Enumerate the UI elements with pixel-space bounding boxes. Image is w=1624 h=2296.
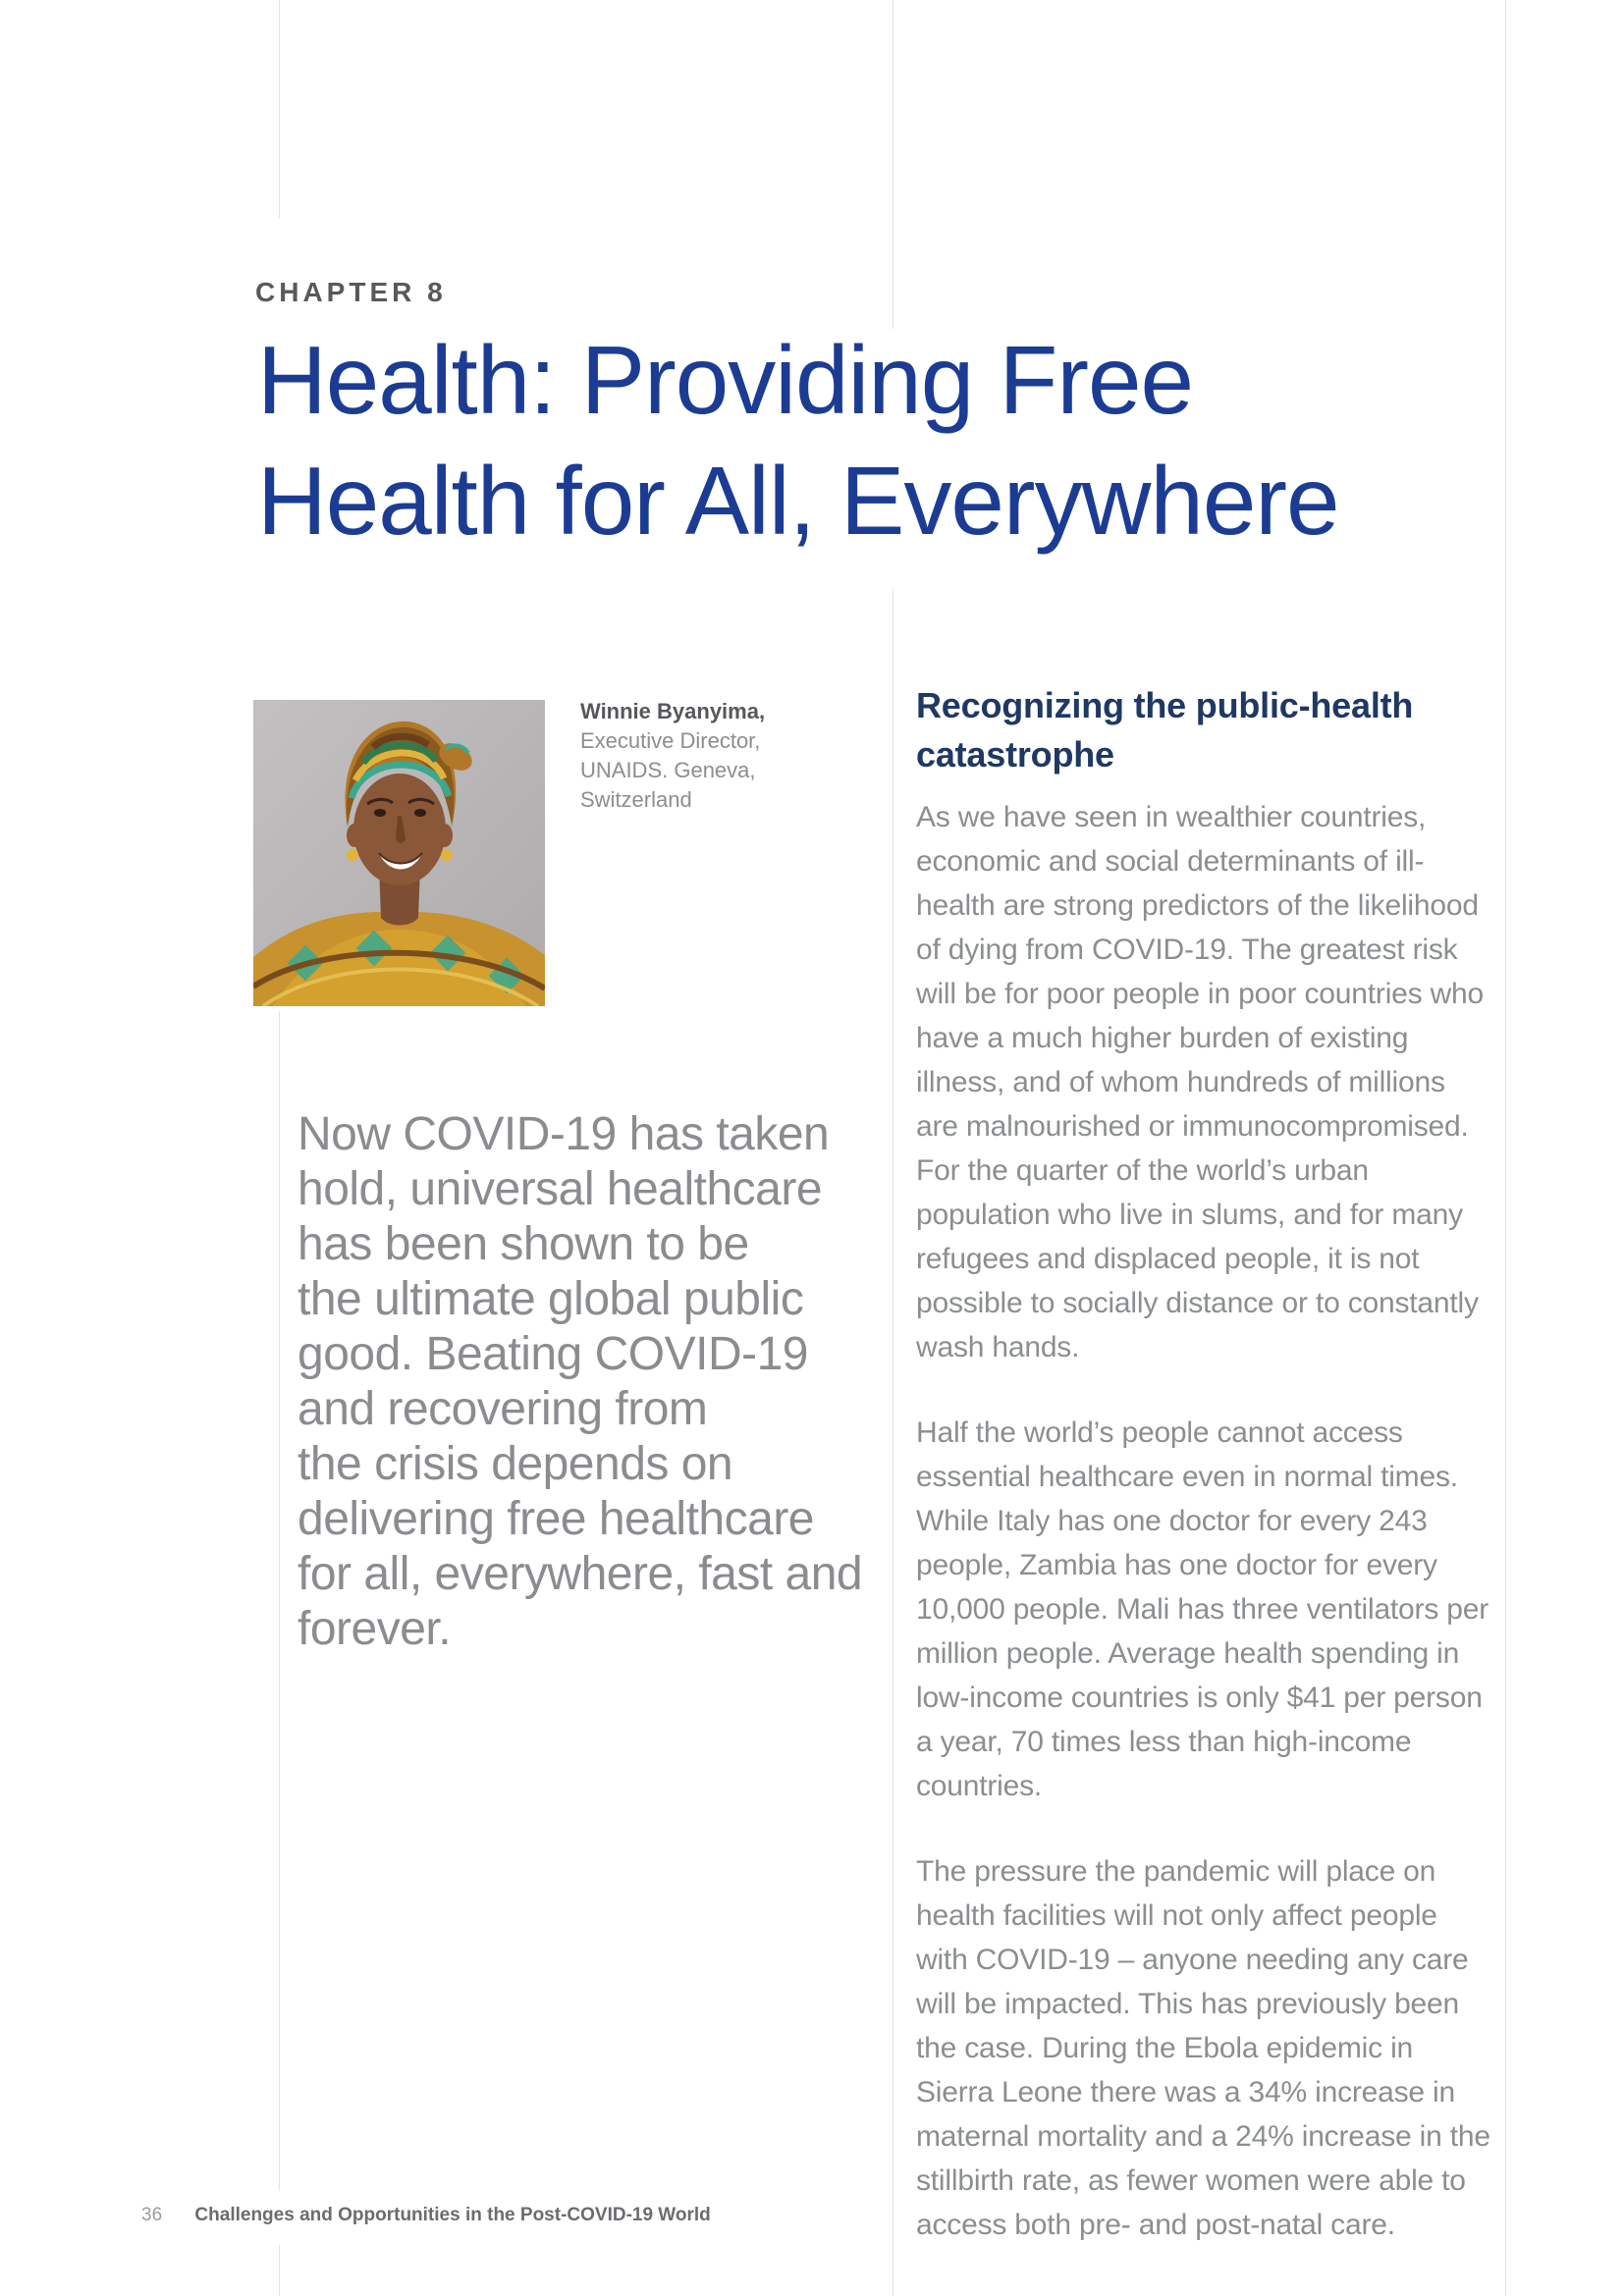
pull-quote-line: has been shown to be bbox=[298, 1218, 749, 1270]
page-footer bbox=[141, 2204, 711, 2227]
article-paragraph: The pressure the pandemic will place on health facilities will not only affect people with COVID-19 – anyone needing any care will be impacted. This has previously been the case. During the Ebola epidemic in Sierra Leone there was a 34% increase in maternal mortality and a 24% increase in the stillbirth rate, as fewer women were able to access both pre- and post-natal care. bbox=[916, 1855, 1490, 2241]
section-heading bbox=[916, 681, 1490, 779]
pull-quote-line: hold, universal healthcare bbox=[298, 1163, 823, 1215]
pull-quote-line: Now COVID-19 has taken bbox=[298, 1108, 830, 1160]
page-title-line1: Health: Providing Free bbox=[257, 326, 1194, 434]
page-title-line2: Health for All, Everywhere bbox=[257, 447, 1339, 555]
grid-line-left-top bbox=[279, 0, 280, 219]
pull-quote-line: delivering free healthcare bbox=[298, 1493, 814, 1545]
section-heading-line1: Recognizing the public-health bbox=[916, 685, 1414, 725]
footer-book-title: Challenges and Opportunities in the Post-COVID-19 World bbox=[194, 2205, 711, 2225]
author-photo bbox=[253, 700, 545, 1006]
pull-quote-line: and recovering from bbox=[298, 1383, 708, 1435]
pull-quote-line: forever. bbox=[298, 1603, 452, 1655]
pull-quote bbox=[298, 1107, 887, 1657]
author-role-line: Executive Director, bbox=[580, 728, 761, 753]
section-heading-line2: catastrophe bbox=[916, 734, 1114, 774]
author-name: Winnie Byanyima, bbox=[580, 699, 766, 723]
pull-quote-line: the ultimate global public bbox=[298, 1273, 804, 1325]
pull-quote-line: for all, everywhere, fast and bbox=[298, 1548, 863, 1600]
pull-quote-line: the crisis depends on bbox=[298, 1438, 733, 1490]
page-number: 36 bbox=[141, 2205, 163, 2225]
article-paragraph: As we have seen in wealthier countries, economic and social determinants of ill-health are strong predictors of the likelihood of dying from COVID-19. The greatest risk will be for poor people in poor countries who have a much higher burden of existing illness, and of whom hundreds of millions are malnourished or immunocompromised. For the quarter of the world’s urban population who live in slums, and for many refugees and displaced people, it is not possible to socially distance or to constantly wash hands. bbox=[916, 801, 1485, 1363]
page-title bbox=[257, 320, 1338, 561]
pull-quote-line: good. Beating COVID-19 bbox=[298, 1328, 808, 1380]
grid-line-left-bottom bbox=[279, 2245, 280, 2296]
article-column bbox=[916, 681, 1490, 2247]
author-role-line: UNAIDS. Geneva, bbox=[580, 758, 756, 782]
article-paragraph: Half the world’s people cannot access essential healthcare even in normal times. While Italy has one doctor for every 243 people, Zambia has one doctor for every 10,000 people. Mali has three ventilators per million people. Average health spending in low-income countries is only $41 per person a year, 70 times less than high-income countries. bbox=[916, 1416, 1489, 1802]
author-block bbox=[580, 697, 765, 815]
author-role-line: Switzerland bbox=[580, 787, 692, 812]
grid-line-left-middle bbox=[279, 1011, 280, 2191]
grid-line-right bbox=[1505, 0, 1506, 2296]
winnie-byanyima-portrait-illustration bbox=[253, 700, 545, 1006]
chapter-label: CHAPTER 8 bbox=[255, 277, 447, 307]
